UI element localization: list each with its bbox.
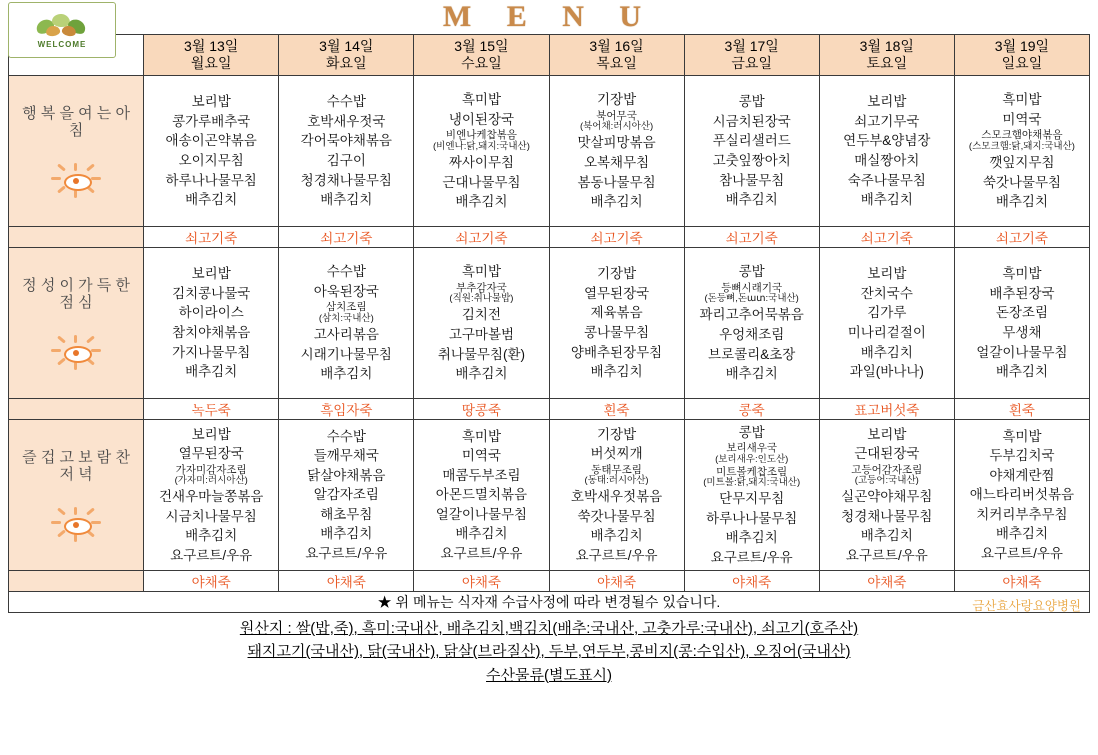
dish: 보리밥 xyxy=(191,426,231,442)
dish: 고사리볶음 xyxy=(313,326,379,342)
dish: 맛살피망볶음 xyxy=(577,135,656,151)
porridge-cell-1-0: 녹두죽 xyxy=(144,399,279,420)
dish: 가자미감자조림 xyxy=(175,463,247,476)
dish: 오이지무침 xyxy=(178,153,244,168)
dish: 잔치국수 xyxy=(860,285,913,301)
dish: 미역국 xyxy=(1002,111,1042,127)
dish: 김치콩나물국 xyxy=(172,285,251,301)
day-weekday: 금요일 xyxy=(731,55,772,71)
meal-row-1 xyxy=(9,248,1090,399)
dish: 얼갈이나물무침 xyxy=(435,506,528,522)
meal-cell-0-1 xyxy=(279,76,414,227)
dish: 콩밥 xyxy=(738,424,765,440)
dish: 고춧잎짱아치 xyxy=(712,153,791,168)
dish: 요구르트/우유 xyxy=(845,547,928,563)
dish: 매실짱아치 xyxy=(854,153,920,168)
porridge-cell-0-5: 쇠고기죽 xyxy=(819,227,954,248)
meal-cell-0-6 xyxy=(954,76,1089,227)
dish: 보리밥 xyxy=(191,266,231,282)
dish: 보리새우국 xyxy=(726,442,778,455)
porridge-cell-0-4: 쇠고기죽 xyxy=(684,227,819,248)
dish: 배추김치 xyxy=(725,530,778,546)
porridge-cell-0-0: 쇠고기죽 xyxy=(144,227,279,248)
dish: 가지나물무침 xyxy=(172,344,251,360)
dish: 무생채 xyxy=(1002,325,1042,340)
day-date: 3월 15일 xyxy=(454,37,509,54)
meal-cell-2-2 xyxy=(414,420,549,571)
meal-cell-2-3 xyxy=(549,420,684,571)
dish: 치커리부추무침 xyxy=(976,506,1068,522)
dish: 아몬드멸치볶음 xyxy=(435,487,528,503)
dish: 배추김치 xyxy=(455,366,508,382)
dish: 해초무침 xyxy=(320,506,373,522)
dish: 야채계란찜 xyxy=(989,467,1055,483)
dish: (보리새우:인도산) xyxy=(715,453,789,465)
porridge-cell-0-1: 쇠고기죽 xyxy=(279,227,414,248)
dish: (미트볼:닭,돼지:국내산) xyxy=(703,477,801,489)
dish: 배추김치 xyxy=(995,194,1049,210)
dish: 배추김치 xyxy=(185,528,238,544)
dish: 깻잎지무침 xyxy=(989,154,1055,170)
porridge-cell-1-4: 콩죽 xyxy=(684,399,819,420)
day-header-0 xyxy=(144,35,279,76)
dish: 고등어감자조림 xyxy=(851,463,923,476)
sun-icon xyxy=(49,335,103,369)
meal-label-1 xyxy=(9,248,144,399)
porridge-row-2 xyxy=(9,571,1090,592)
dish: 쑥갓나물무침 xyxy=(982,174,1062,190)
dish: 배추된장국 xyxy=(989,285,1055,301)
porridge-cell-2-3: 야채죽 xyxy=(549,571,684,592)
meal-cell-0-2 xyxy=(414,76,549,227)
dish: 수수밥 xyxy=(326,94,366,110)
dish: 하루나나물무침 xyxy=(706,510,798,526)
dish: 브로콜리&초장 xyxy=(708,346,796,362)
sun-icon xyxy=(49,163,103,197)
day-date: 3월 14일 xyxy=(319,37,374,54)
dish: 김가루 xyxy=(867,305,907,321)
dish: 배추김치 xyxy=(860,528,913,544)
dish: 김구이 xyxy=(326,153,366,168)
dish: 취나물무침(환) xyxy=(437,346,526,362)
dish: 배추김치 xyxy=(590,528,643,544)
porridge-cell-0-2: 쇠고기죽 xyxy=(414,227,549,248)
dish: 열무된장국 xyxy=(178,446,244,462)
meal-row-0 xyxy=(9,76,1090,227)
porridge-cell-1-3: 흰죽 xyxy=(549,399,684,420)
dish: 우엉채조림 xyxy=(719,326,785,342)
dish: 흑미밥 xyxy=(461,428,501,444)
origin-info xyxy=(0,613,1098,687)
hospital-name: 금산효사랑요양병원 xyxy=(972,599,1081,613)
dish: 보리밥 xyxy=(191,94,231,110)
dish: 배추김치 xyxy=(725,366,778,382)
dish: 돈장조림 xyxy=(995,305,1049,321)
dish: 매콤두부조림 xyxy=(442,467,521,483)
menu-table xyxy=(8,34,1090,613)
dish: 짜사이무침 xyxy=(448,154,515,170)
meal-label-text: 행 복 을 여 는 아 침 xyxy=(22,104,130,140)
logo xyxy=(8,2,116,58)
dish: (고등어:국내산) xyxy=(854,475,919,487)
dish: 아욱된장국 xyxy=(313,283,379,299)
day-date: 3월 13일 xyxy=(184,37,239,54)
dish: 배추김치 xyxy=(860,192,913,208)
porridge-cell-1-6: 흰죽 xyxy=(954,399,1089,420)
dish: 배추김치 xyxy=(590,194,643,210)
porridge-label-spacer xyxy=(9,227,144,248)
day-weekday: 일요일 xyxy=(1001,55,1043,71)
day-date: 3월 19일 xyxy=(994,37,1050,54)
day-weekday: 목요일 xyxy=(596,55,637,71)
meal-cell-2-4 xyxy=(684,420,819,571)
dish: 배추김치 xyxy=(860,344,913,360)
dish: 시금치나물무침 xyxy=(165,508,257,524)
day-date: 3월 18일 xyxy=(859,37,914,54)
dish: 흑미밥 xyxy=(1002,92,1042,108)
meal-cell-2-5 xyxy=(819,420,954,571)
meal-cell-2-6 xyxy=(954,420,1089,571)
dish: 보리밥 xyxy=(867,426,907,442)
menu-body xyxy=(9,76,1090,592)
dish: 근대나물무침 xyxy=(442,174,521,190)
meal-label-text: 즐 겁 고 보 람 찬 저 녁 xyxy=(22,448,130,484)
dish: 참나물무침 xyxy=(719,172,785,188)
porridge-row-0 xyxy=(9,227,1090,248)
dish: 수수밥 xyxy=(326,428,366,444)
dish: 기장밥 xyxy=(597,92,637,108)
dish: 두부김치국 xyxy=(989,448,1055,464)
dish: 보리밥 xyxy=(867,266,907,282)
dish: 요구르트/우유 xyxy=(575,547,658,563)
dish: 꽈리고추어묵볶음 xyxy=(699,307,804,323)
meal-cell-1-2 xyxy=(414,248,549,399)
meal-label-text: 정 성 이 가 득 한 점 심 xyxy=(22,276,130,312)
origin-line-0: 원산지 : 쌀(밥,죽), 흑미:국내산, 배추김치,백김치(배추:국내산, 고춧가루:국내산), 쇠고기(호주산) xyxy=(239,620,859,637)
dish: 삼치조림 xyxy=(326,301,367,314)
meal-cell-1-3 xyxy=(549,248,684,399)
meal-cell-1-6 xyxy=(954,248,1089,399)
dish: 김치전 xyxy=(461,307,501,323)
dish: 실곤약야채무침 xyxy=(841,489,933,505)
meal-label-0 xyxy=(9,76,144,227)
dish: (돈등뼈,돈ատ:국내산) xyxy=(704,293,799,305)
porridge-cell-1-5: 표고버섯죽 xyxy=(819,399,954,420)
meal-cell-1-5 xyxy=(819,248,954,399)
dish: 비엔나케찹볶음 xyxy=(445,129,517,142)
dish: (비엔나:닭,돼지:국내산) xyxy=(433,141,530,153)
dish: 배추김치 xyxy=(725,192,778,208)
dish: 흑미밥 xyxy=(461,264,501,280)
porridge-cell-2-2: 야채죽 xyxy=(414,571,549,592)
footer-note-cell xyxy=(9,592,1090,613)
dish: 근대된장국 xyxy=(854,446,920,462)
day-weekday: 월요일 xyxy=(190,55,232,71)
dish: 북어무국 xyxy=(596,109,637,122)
dish: 하이라이스 xyxy=(178,305,244,321)
dish: 스모크햄야채볶음 xyxy=(981,129,1063,142)
dish: 쇠고기무국 xyxy=(854,113,920,129)
footer-row xyxy=(9,592,1090,613)
porridge-cell-1-1: 흑임자죽 xyxy=(279,399,414,420)
day-header-3 xyxy=(549,35,684,76)
dish: 흑미밥 xyxy=(1002,266,1042,282)
dish: 애송이곤약볶음 xyxy=(165,133,257,149)
dish: 콩가루배추국 xyxy=(172,113,251,129)
footer-note: ★ 위 메뉴는 식자재 수급사정에 따라 변경될수 있습니다. xyxy=(377,594,721,610)
logo-text: WELCOME xyxy=(37,39,87,49)
sun-icon xyxy=(49,507,103,541)
dish: 흑미밥 xyxy=(461,92,501,108)
porridge-cell-1-2: 땅콩죽 xyxy=(414,399,549,420)
porridge-cell-0-3: 쇠고기죽 xyxy=(549,227,684,248)
dish: 호박새우젓볶음 xyxy=(570,489,663,505)
dish: 요구르트/우유 xyxy=(170,547,253,563)
dish: 알감자조림 xyxy=(313,487,379,503)
footer-body xyxy=(9,592,1090,613)
porridge-row-1 xyxy=(9,399,1090,420)
dish: 청경채나물무침 xyxy=(841,508,933,524)
day-header-4 xyxy=(684,35,819,76)
table-header-row xyxy=(9,35,1090,76)
dish: 양배추된장무침 xyxy=(570,344,663,360)
day-header-6 xyxy=(954,35,1089,76)
day-date: 3월 17일 xyxy=(724,37,779,54)
dish: 동태무조림 xyxy=(591,463,642,476)
dish: 흑미밥 xyxy=(1002,428,1042,444)
dish: 푸실리샐러드 xyxy=(712,133,791,149)
dish: 얼갈이나물무침 xyxy=(976,344,1068,360)
meal-label-2 xyxy=(9,420,144,571)
dish: 요구르트/우유 xyxy=(980,545,1063,561)
dish: 제육볶음 xyxy=(590,305,643,321)
page-title: M E N U xyxy=(442,0,656,33)
dish: (동태:러시아산) xyxy=(584,475,649,487)
dish: 배추김치 xyxy=(320,192,373,208)
meal-cell-1-1 xyxy=(279,248,414,399)
dish: (가자미:러시아산) xyxy=(174,475,248,487)
day-weekday: 토요일 xyxy=(866,55,908,71)
dish: 보리밥 xyxy=(867,94,907,110)
dish: 부추감자국 xyxy=(456,281,507,294)
meal-row-2 xyxy=(9,420,1090,571)
dish: 호박새우젓국 xyxy=(307,113,386,129)
dish: 콩밥 xyxy=(738,264,765,280)
dish: 오복채무침 xyxy=(583,154,650,170)
meal-cell-0-4 xyxy=(684,76,819,227)
day-weekday: 수요일 xyxy=(461,55,502,71)
dish: 요구르트/우유 xyxy=(710,549,793,565)
dish: 버섯찌개 xyxy=(590,446,643,462)
dish: 콩밥 xyxy=(738,94,765,110)
day-header-2 xyxy=(414,35,549,76)
dish: 요구르트/우유 xyxy=(305,545,388,561)
meal-cell-1-0 xyxy=(144,248,279,399)
day-header-1 xyxy=(279,35,414,76)
meal-cell-0-0 xyxy=(144,76,279,227)
dish: 들깨무채국 xyxy=(313,448,379,464)
porridge-cell-2-6: 야채죽 xyxy=(954,571,1089,592)
day-weekday: 화요일 xyxy=(326,55,367,71)
dish: 시금치된장국 xyxy=(712,113,791,129)
dish: 배추김치 xyxy=(590,364,643,380)
dish: 봄동나물무침 xyxy=(577,174,656,190)
porridge-cell-0-6: 쇠고기죽 xyxy=(954,227,1089,248)
dish: 등뼈시래기국 xyxy=(721,281,783,294)
dish: 수수밥 xyxy=(326,264,366,280)
dish: 열무된장국 xyxy=(583,285,650,301)
dish: 단무지무침 xyxy=(719,491,785,507)
porridge-cell-2-0: 야채죽 xyxy=(144,571,279,592)
dish: 애느타리버섯볶음 xyxy=(969,487,1075,503)
leaf-icon xyxy=(34,12,90,38)
origin-line-1: 돼지고기(국내산), 닭(국내산), 닭살(브라질산), 두부,연두부,콩비지(콩:수입산), 오징어(국내산) xyxy=(247,643,851,661)
dish: 기장밥 xyxy=(597,266,637,282)
meal-cell-2-0 xyxy=(144,420,279,571)
dish: 과일(바나나) xyxy=(849,364,924,380)
meal-cell-0-5 xyxy=(819,76,954,227)
porridge-cell-2-1: 야채죽 xyxy=(279,571,414,592)
dish: 연두부&양념장 xyxy=(843,133,931,149)
dish: 배추김치 xyxy=(455,526,508,542)
dish: 미역국 xyxy=(461,448,501,464)
dish: (삼치:국내산) xyxy=(318,313,374,325)
meal-cell-0-3 xyxy=(549,76,684,227)
dish: 숙주나물무침 xyxy=(847,172,926,188)
dish: 하루나나물무침 xyxy=(165,172,257,188)
dish: 배추김치 xyxy=(455,194,508,210)
dish: 미트볼케찹조림 xyxy=(716,465,788,478)
meal-cell-1-4 xyxy=(684,248,819,399)
dish: 배추김치 xyxy=(320,366,373,382)
dish: 배추김치 xyxy=(995,364,1049,380)
dish: 쑥갓나물무침 xyxy=(577,508,656,524)
dish: 참치야채볶음 xyxy=(172,325,251,340)
dish: 배추김치 xyxy=(995,526,1049,542)
porridge-cell-2-4: 야채죽 xyxy=(684,571,819,592)
dish: 콩나물무침 xyxy=(583,325,650,340)
porridge-cell-2-5: 야채죽 xyxy=(819,571,954,592)
dish: 기장밥 xyxy=(597,426,637,442)
porridge-label-spacer xyxy=(9,399,144,420)
origin-line-2: 수산물류(별도표시) xyxy=(486,666,612,684)
dish: 배추김치 xyxy=(185,364,238,380)
day-header-5 xyxy=(819,35,954,76)
dish: 배추김치 xyxy=(185,192,238,208)
dish: (스모크햄:닭,돼지:국내산) xyxy=(968,141,1075,153)
dish: (직원:취나물밥) xyxy=(449,293,514,305)
dish: 각어묵야채볶음 xyxy=(300,133,392,149)
dish: 닭살야채볶음 xyxy=(307,467,386,483)
dish: 미나리겉절이 xyxy=(847,325,926,340)
dish: 건새우마늘쫑볶음 xyxy=(159,489,264,505)
day-date: 3월 16일 xyxy=(589,37,644,54)
dish: (북어채:러시아산) xyxy=(579,121,654,133)
dish: 배추김치 xyxy=(320,526,373,542)
dish: 시래기나물무침 xyxy=(300,346,392,362)
dish: 고구마볼범 xyxy=(448,326,515,342)
porridge-label-spacer xyxy=(9,571,144,592)
meal-cell-2-1 xyxy=(279,420,414,571)
dish: 냉이된장국 xyxy=(448,111,515,127)
dish: 청경채나물무침 xyxy=(300,172,392,188)
dish: 요구르트/우유 xyxy=(440,545,523,561)
